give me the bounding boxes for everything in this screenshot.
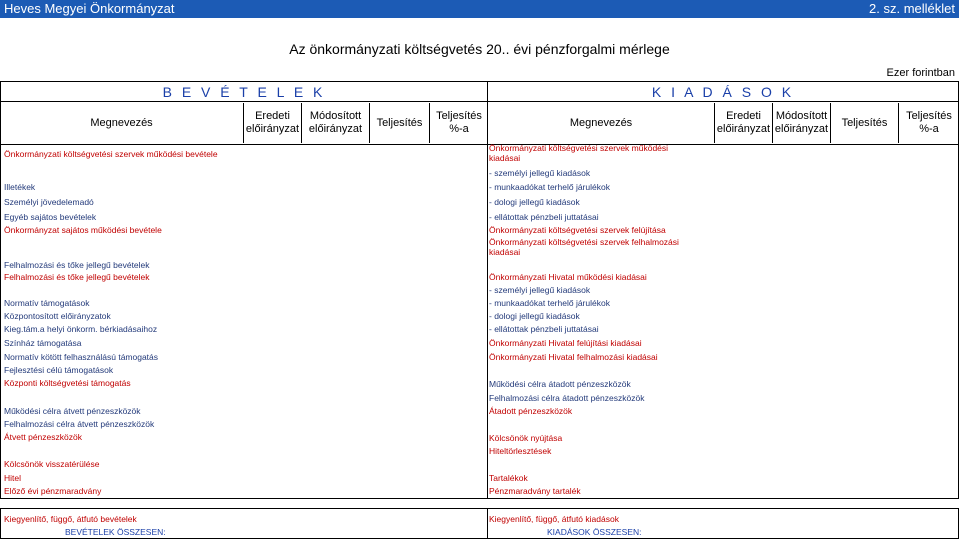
revenue-row: Felhalmozási és tőke jellegű bevételek [4,272,150,282]
expense-section-title: K I A D Á S O K [651,84,795,100]
revenue-section-title: B E V É T E L E K [162,84,326,100]
expense-row: - munkaadókat terhelő járulékok [489,182,610,192]
expense-row: Önkormányzati költségvetési szervek felújítása [489,225,666,235]
revenue-row: Normatív támogatások [4,298,90,308]
revenue-row: Előző évi pénzmaradvány [4,486,102,496]
expense-row: - dologi jellegű kiadások [489,197,580,207]
expense-row: Önkormányzati költségvetési szervek felhalmozási kiadásai [489,237,679,257]
revenue-row: Kiegyenlítő, függő, átfutó bevételek [4,514,137,524]
expense-row: - személyi jellegű kiadások [489,285,591,295]
revenue-row: Önkormányzati költségvetési szervek működési bevétele [4,149,218,159]
revenue-row: Kieg.tám.a helyi önkorm. bérkiadásaihoz [4,324,158,334]
expense-row: Működési célra átadott pénzeszközök [489,379,631,389]
revenue-row: Felhalmozási célra átvett pénzeszközök [4,419,155,429]
unit-label: Ezer forintban [886,67,955,79]
page-title: Az önkormányzati költségvetés 20.. évi pénzforgalmi mérlege [289,41,670,57]
revenue-row: Hitel [4,473,22,483]
revenue-row: Illetékek [4,182,36,192]
col-header-teljesites: Teljesítés [830,103,898,143]
revenue-row: Önkormányzat sajátos működési bevétele [4,225,162,235]
header-bar [0,0,959,18]
col-header-name: Megnevezés [90,116,153,129]
expense-total-label: KIADÁSOK ÖSSZESEN: [547,527,642,537]
revenue-row: Központi költségvetési támogatás [4,378,131,388]
col-header-name: Megnevezés [569,116,633,129]
expense-row: - ellátottak pénzbeli juttatásai [489,324,599,334]
expense-row: Önkormányzati Hivatal felhalmozási kiadásai [489,352,658,362]
col-header-modositott: Módosított előirányzat [301,103,369,143]
expense-row: - munkaadókat terhelő járulékok [489,298,610,308]
col-header-teljesites-pct: Teljesítés %-a [429,103,488,143]
col-header-modositott: Módosított előirányzat [772,103,830,143]
attachment-number: 2. sz. melléklet [869,1,955,16]
column-divider [487,508,488,539]
column-divider [487,144,488,499]
revenue-row: Normatív kötött felhasználású támogatás [4,352,159,362]
revenue-row: Fejlesztési célú támogatások [4,365,114,375]
expense-row: - ellátottak pénzbeli juttatásai [489,212,599,222]
section-divider [0,101,959,102]
expense-row: Felhalmozási célra átadott pénzeszközök [489,393,645,403]
col-header-eredeti: Eredeti előirányzat [714,103,772,143]
revenue-row: Színház támogatása [4,338,82,348]
expense-row: Átadott pénzeszközök [489,406,573,416]
revenue-row: Központosított előirányzatok [4,311,111,321]
table-body-frame [0,144,959,499]
expense-row: Kiegyenlítő, függő, átfutó kiadások [489,514,619,524]
expense-row: - dologi jellegű kiadások [489,311,580,321]
revenue-row: Egyéb sajátos bevételek [4,212,97,222]
revenue-row: Kölcsönök visszatérülése [4,459,100,469]
expense-row: Tartalékok [489,473,528,483]
revenue-row: Átvett pénzeszközök [4,432,82,442]
revenue-total-label: BEVÉTELEK ÖSSZESEN: [65,527,166,537]
col-header-eredeti: Eredeti előirányzat [243,103,301,143]
col-header-teljesites: Teljesítés [369,103,429,143]
expense-row: Önkormányzati Hivatal működési kiadásai [489,272,647,282]
revenue-row: Működési célra átvett pénzeszközök [4,406,141,416]
expense-row: Kölcsönök nyújtása [489,433,563,443]
expense-row: Hiteltörlesztések [489,446,552,456]
expense-row: - személyi jellegű kiadások [489,168,591,178]
revenue-row: Személyi jövedelemadó [4,197,94,207]
expense-row: Önkormányzati költségvetési szervek működési kiadásai [489,143,669,163]
expense-row: Pénzmaradvány tartalék [489,486,581,496]
revenue-row: Felhalmozási és tőke jellegű bevételek [4,260,150,270]
organization-name: Heves Megyei Önkormányzat [4,1,175,16]
col-header-teljesites-pct: Teljesítés %-a [898,103,959,143]
expense-row: Önkormányzati Hivatal felújítási kiadásai [489,338,642,348]
